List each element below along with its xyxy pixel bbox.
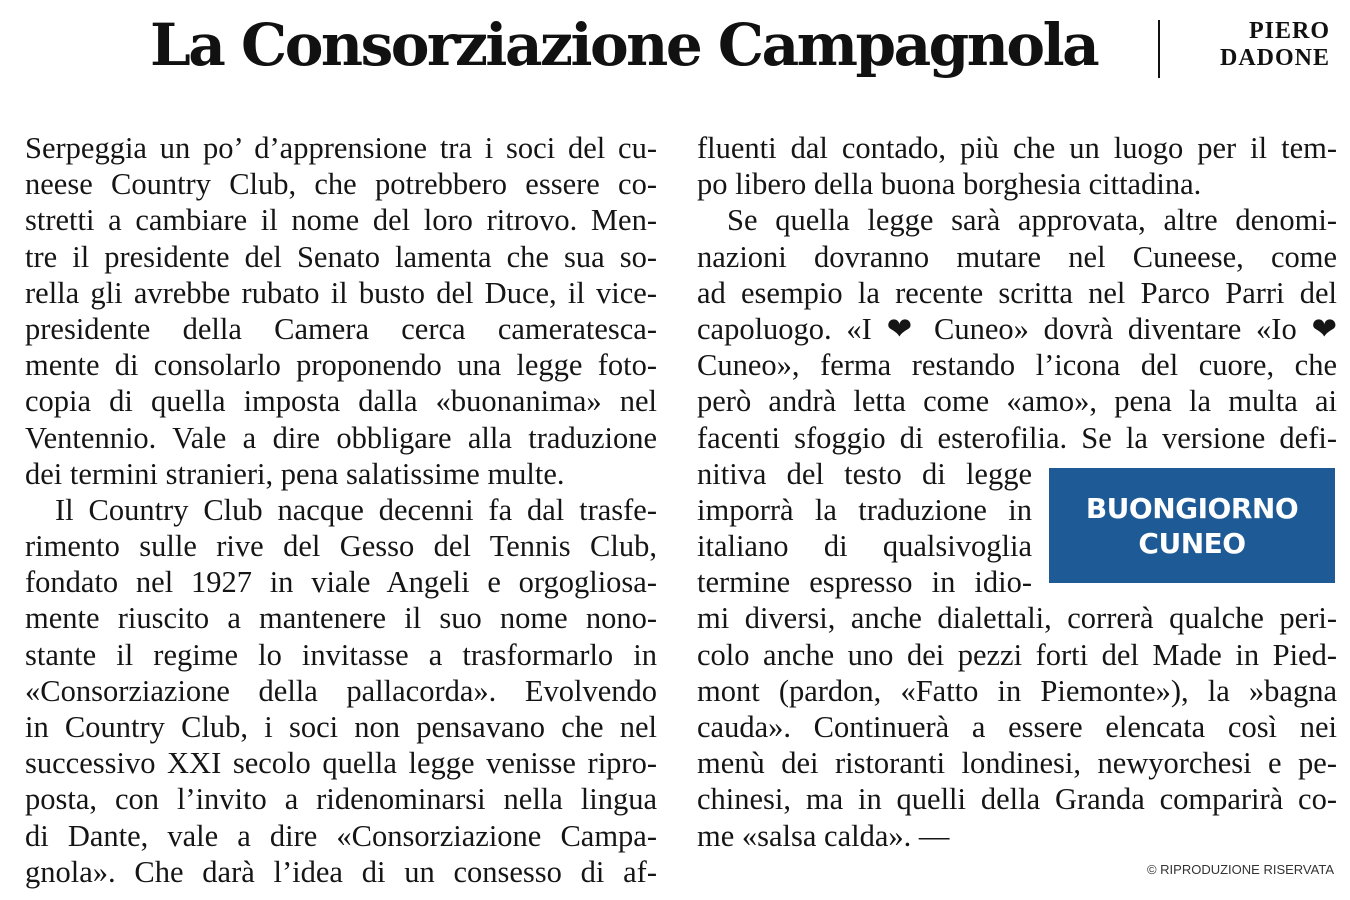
text-line: nitiva del testo di legge	[697, 456, 1032, 491]
column-label-box	[1049, 468, 1335, 583]
text-line: stante il regime lo invitasse a trasformarlo in	[25, 637, 657, 672]
text-line: mente riuscito a mantenere il suo nome nono-	[25, 601, 657, 636]
copyright-notice: © RIPRODUZIONE RISERVATA	[1146, 862, 1334, 877]
text-line: fondato nel 1927 in viale Angeli e orgogliosa-	[25, 565, 657, 600]
text-line: dei termini stranieri, pena salatissime multe.	[25, 456, 565, 491]
text-line: me «salsa calda». —	[697, 818, 950, 853]
author-first-name: PIERO	[1248, 18, 1330, 44]
text-line: capoluogo. «I ❤ Cuneo» dovrà diventare «Io ❤	[697, 311, 1337, 346]
text-line: Se quella legge sarà approvata, altre denomi-	[727, 203, 1337, 238]
article-column-left	[25, 130, 657, 890]
text-line: stretti a cambiare il nome del loro ritrovo. Men-	[25, 203, 657, 238]
author-last-name: DADONE	[1219, 45, 1330, 71]
text-line: successivo XXI secolo quella legge venisse ripro-	[25, 746, 657, 781]
text-line: rella gli avrebbe rubato il busto del Duce, il vice-	[25, 275, 657, 310]
text-line: neese Country Club, che potrebbero essere co-	[25, 167, 657, 202]
text-line: colo anche uno dei pezzi forti del Made in Pied-	[697, 637, 1337, 672]
text-line: chinesi, ma in quelli della Granda comparirà co-	[697, 782, 1337, 817]
header-divider	[1158, 20, 1160, 78]
text-line: menù dei ristoranti londinesi, newyorchesi e pe-	[697, 746, 1337, 781]
text-line: però andrà letta come «amo», pena la multa ai	[697, 384, 1337, 419]
text-line: Cuneo», ferma restando l’icona del cuore, che	[697, 348, 1337, 383]
text-line: facenti sfoggio di esterofilia. Se la versione defi-	[697, 420, 1337, 455]
text-line: presidente della Camera cerca cameratescа-	[25, 311, 657, 346]
column-label-line-2: CUNEO	[1138, 526, 1246, 560]
text-line: mente di consolarlo proponendo una legge foto-	[25, 348, 657, 383]
text-line: Serpeggia un po’ d’apprensione tra i soci del cu-	[25, 131, 657, 165]
text-line: fluenti dal contado, più che un luogo per il tem-	[697, 131, 1337, 165]
text-line: «Consorziazione della pallacorda». Evolvendo	[25, 673, 657, 708]
text-line: in Country Club, i soci non pensavano che nel	[25, 710, 657, 744]
text-line: termine espresso in idio-	[697, 565, 1032, 600]
text-line: di Dante, vale a dire «Consorziazione Campa-	[25, 818, 657, 853]
text-line: copia di quella imposta dalla «buonanima» nel	[25, 384, 657, 419]
text-line: tre il presidente del Senato lamenta che sua so-	[25, 239, 657, 274]
column-label-line-1: BUONGIORNO	[1085, 491, 1299, 525]
text-line: po libero della buona borghesia cittadina.	[697, 167, 1202, 202]
text-line: Ventennio. Vale a dire obbligare alla traduzione	[25, 420, 657, 455]
text-line: nazioni dovranno mutare nel Cuneese, come	[697, 239, 1337, 274]
text-line: rimento sulle rive del Gesso del Tennis Club,	[25, 529, 657, 564]
text-line: italiano di qualsivoglia	[697, 529, 1032, 564]
headline: La Consorziazione Campagnola	[150, 11, 1098, 79]
text-line: posta, con l’invito a ridenominarsi nella lingua	[25, 782, 657, 817]
text-line: mont (pardon, «Fatto in Piemonte»), la »bagna	[697, 673, 1337, 708]
text-line: imporrà la traduzione in	[697, 492, 1032, 527]
text-line: ad esempio la recente scritta nel Parco Parri del	[697, 275, 1337, 310]
text-line: cauda». Continuerà a essere elencata così nei	[697, 710, 1337, 744]
text-line: gnola». Che darà l’idea di un consesso di af-	[25, 854, 657, 889]
text-line: Il Country Club nacque decenni fa dal trasfe-	[55, 492, 657, 527]
author-byline	[1180, 18, 1330, 72]
text-line: mi diversi, anche dialettali, correrà qualche peri-	[697, 601, 1337, 636]
